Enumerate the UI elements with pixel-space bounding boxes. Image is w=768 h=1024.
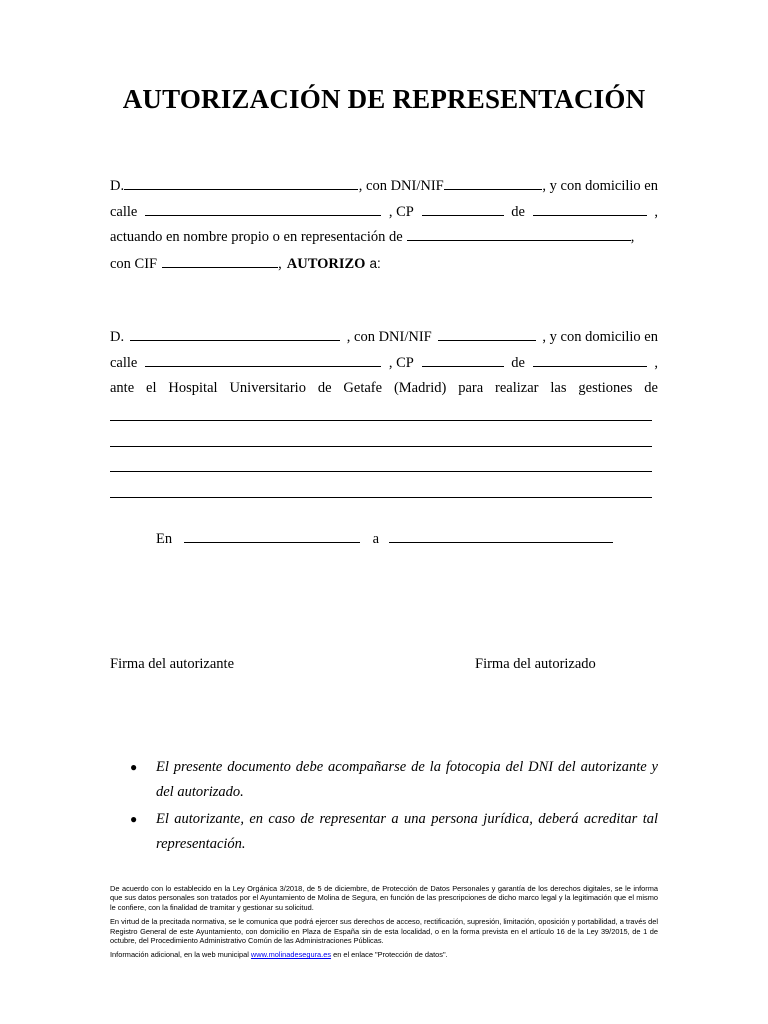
procedures-word: Getafe — [343, 380, 383, 396]
date-field[interactable] — [389, 528, 613, 543]
procedures-word: (Madrid) — [393, 380, 447, 396]
authorized-city-field[interactable] — [533, 352, 647, 367]
authorized-street-label: calle — [110, 354, 138, 371]
authorized-signature-label: Firma del autorizado — [475, 656, 596, 672]
authorized-dni-label: , con DNI/NIF — [346, 329, 432, 345]
authorizer-city-label: de — [511, 203, 525, 220]
authorizer-street-field[interactable] — [145, 201, 381, 216]
note-item — [130, 755, 658, 805]
representation-label: actuando en nombre propio o en representación de — [110, 229, 403, 245]
representation-field[interactable] — [407, 226, 631, 241]
authorizer-line2-comma: , — [654, 203, 658, 220]
authorizer-line-3 — [110, 225, 658, 251]
procedures-word: el — [146, 380, 157, 396]
procedures-word: gestiones — [578, 380, 633, 396]
authorizer-dni-label: , con DNI/NIF — [358, 178, 444, 194]
cif-field[interactable] — [162, 253, 278, 268]
procedures-line-3[interactable] — [110, 453, 658, 479]
authorized-section — [110, 325, 658, 504]
authorizer-name-label: D. — [110, 178, 125, 194]
authorized-dni-field[interactable] — [438, 326, 536, 341]
legal-paragraph-3 — [110, 950, 658, 959]
procedures-word: Universitario — [229, 380, 306, 396]
cif-label: con CIF — [110, 255, 158, 272]
procedures-word: de — [644, 380, 658, 396]
note-text: El presente documento debe acompañarse de la fotocopia del DNI del autorizante y del autorizado. — [156, 759, 658, 800]
authorized-address-label: , y con domicilio en — [542, 329, 658, 345]
place-date-line — [156, 528, 613, 548]
procedures-word: las — [550, 380, 567, 396]
authorizer-cp-label: , CP — [388, 203, 414, 220]
authorizer-name-field[interactable] — [124, 175, 358, 190]
authorized-cp-label: , CP — [388, 354, 414, 371]
authorizer-line-1 — [110, 174, 658, 200]
authorized-name-field[interactable] — [130, 326, 340, 341]
municipal-website-link[interactable]: www.molinadesegura.es — [250, 950, 332, 960]
legal-info-text: Información adicional, en la web municipal — [110, 950, 251, 960]
authorized-cp-field[interactable] — [422, 352, 504, 367]
autorizo-a: a: — [369, 255, 381, 271]
authorized-line-1 — [110, 325, 658, 351]
note-text: El autorizante, en caso de representar a una persona jurídica, deberá acreditar tal representación. — [156, 811, 658, 852]
authorizer-dni-field[interactable] — [444, 175, 542, 190]
authorizer-address-label: , y con domicilio en — [542, 178, 658, 194]
representation-comma: , — [630, 229, 635, 245]
authorized-line2-comma: , — [654, 354, 658, 371]
autorizo-keyword: AUTORIZO — [286, 255, 366, 272]
procedures-word: de — [317, 380, 332, 396]
authorized-city-label: de — [511, 354, 525, 371]
procedures-line-1[interactable] — [110, 402, 658, 428]
legal-info-suffix: en el enlace "Protección de datos". — [331, 950, 448, 960]
authorizer-city-field[interactable] — [533, 201, 647, 216]
bullet-icon: ● — [130, 760, 138, 774]
authorizer-line-2 — [110, 200, 658, 226]
place-field[interactable] — [184, 528, 360, 543]
note-item — [130, 807, 658, 857]
notes-list — [130, 755, 658, 859]
authorized-name-label: D. — [110, 329, 125, 345]
place-label: En — [156, 531, 173, 547]
procedures-word: para — [458, 380, 484, 396]
legal-paragraph-1: De acuerdo con lo establecido en la Ley Orgánica 3/2018, de 5 de diciembre, de Protección de Datos Personales y garantía de los derechos digitales, se le informa que sus datos personales son tratados por el Ayuntamiento de Molina de Segura, en función de las prescripciones de dicho marco legal y la legitimación que el mismo le confiere, con la finalidad de tramitar y gestionar su solicitud. — [110, 884, 658, 912]
data-protection-notice — [110, 884, 658, 965]
authorizer-signature-label: Firma del autorizante — [110, 656, 235, 672]
cif-comma: , — [278, 255, 282, 272]
legal-paragraph-2: En virtud de la precitada normativa, se le comunica que podrá ejercer sus derechos de acceso, rectificación, supresión, limitación, oposición y portabilidad, a través del Registro General de este Ayuntamiento, con domicilio en Plaza de España sin de esta localidad, o en la forma prevista en el artículo 16 de la Ley 39/2015, de 1 de octubre, del Procedimiento Administrativo Común de las Administraciones Públicas. — [110, 917, 658, 946]
date-label: a — [372, 531, 380, 547]
authorized-line-2 — [110, 351, 658, 377]
procedures-intro-line — [110, 376, 658, 402]
document-title: AUTORIZACIÓN DE REPRESENTACIÓN — [122, 84, 646, 114]
authorizer-cp-field[interactable] — [422, 201, 504, 216]
authorized-street-field[interactable] — [145, 352, 381, 367]
procedures-word: realizar — [495, 380, 539, 396]
authorizer-street-label: calle — [110, 203, 138, 220]
procedures-line-4[interactable] — [110, 478, 658, 504]
procedures-line-2[interactable] — [110, 427, 658, 453]
procedures-word: ante — [110, 380, 135, 396]
procedures-word: Hospital — [168, 380, 218, 396]
authorizer-section — [110, 174, 658, 276]
bullet-icon: ● — [130, 812, 138, 826]
authorizer-line-4 — [110, 251, 658, 277]
